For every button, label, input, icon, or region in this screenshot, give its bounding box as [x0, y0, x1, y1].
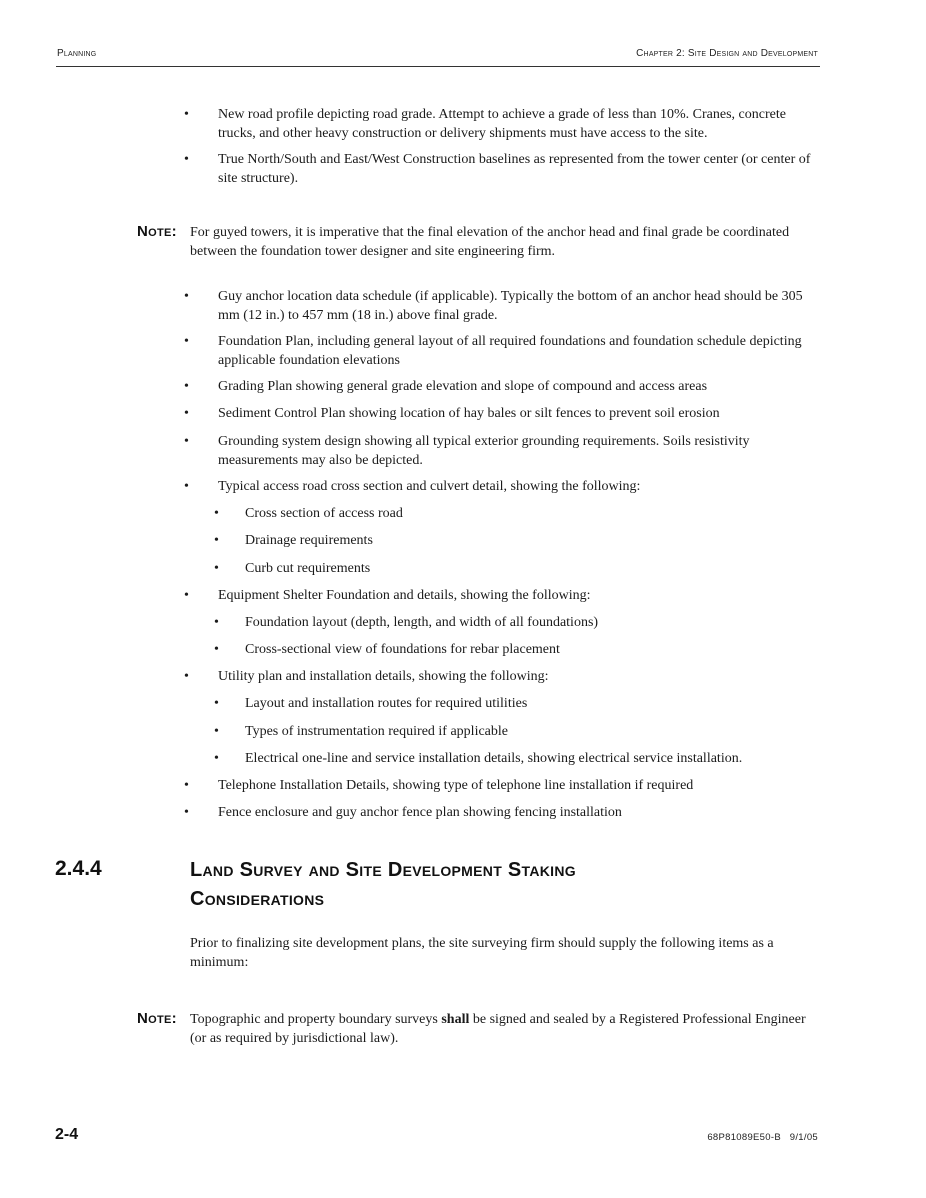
sub-list-item: • Electrical one-line and service installation details, showing electrical service installation.	[214, 750, 814, 769]
doc-date: 9/1/05	[789, 1132, 818, 1143]
doc-id: 68P81089E50-B	[707, 1132, 781, 1143]
section-intro: Prior to finalizing site development plans, the site surveying firm should supply the following items as a minimum:	[190, 936, 774, 970]
running-header-left: Planning	[57, 48, 97, 59]
list-item: • Guy anchor location data schedule (if applicable). Typically the bottom of an anchor head should be 305 mm (12 in.) to 457 mm (18 in.) above final grade.	[188, 288, 818, 325]
list-item: • Fence enclosure and guy anchor fence plan showing fencing installation	[188, 804, 818, 823]
section-title	[190, 856, 790, 914]
list-item: • Equipment Shelter Foundation and details, showing the following:	[188, 587, 818, 606]
emphasis-shall: shall	[441, 1012, 470, 1027]
note-label: Note:	[137, 223, 177, 240]
sub-list-item: • Foundation layout (depth, length, and width of all foundations)	[214, 614, 814, 633]
sub-list-item: • Cross section of access road	[214, 505, 814, 524]
note-text: Topographic and property boundary surveys shall be signed and sealed by a Registered Professional Engineer (or as required by jurisdictional law).	[190, 1012, 806, 1046]
note-text: For guyed towers, it is imperative that the final elevation of the anchor head and final grade be coordinated between the foundation tower designer and site engineering firm.	[190, 225, 790, 259]
sub-list-item: • Drainage requirements	[214, 532, 814, 551]
section-title-line1: Land Survey and Site Development Staking	[190, 859, 576, 881]
list-item: • True North/South and East/West Construction baselines as represented from the tower center (or center of site structure).	[188, 151, 818, 188]
list-item: • Grounding system design showing all typical exterior grounding requirements. Soils resistivity measurements may also be depicted.	[188, 433, 818, 470]
running-header-right: Chapter 2: Site Design and Development	[636, 48, 818, 59]
sub-list-item: • Layout and installation routes for required utilities	[214, 695, 814, 714]
section-title-line2: Considerations	[190, 888, 325, 910]
header-rule	[56, 66, 820, 67]
section-number: 2.4.4	[55, 857, 102, 880]
page-number: 2-4	[55, 1126, 79, 1143]
list-item: • Typical access road cross section and culvert detail, showing the following:	[188, 478, 818, 497]
sub-list-item: • Cross-sectional view of foundations for rebar placement	[214, 641, 814, 660]
list-item: • New road profile depicting road grade. Attempt to achieve a grade of less than 10%. Cranes, concrete trucks, and other heavy construction or delivery shipments must have access to the site.	[188, 106, 818, 143]
list-item: • Telephone Installation Details, showing type of telephone line installation if required	[188, 777, 818, 796]
list-item: • Sediment Control Plan showing location of hay bales or silt fences to prevent soil erosion	[188, 405, 818, 424]
list-item: • Foundation Plan, including general layout of all required foundations and foundation schedule depicting applicable foundation elevations	[188, 333, 818, 370]
sub-list-item: • Types of instrumentation required if applicable	[214, 723, 814, 742]
list-item: • Utility plan and installation details, showing the following:	[188, 668, 818, 687]
list-item: • Grading Plan showing general grade elevation and slope of compound and access areas	[188, 378, 818, 397]
footer-doc-info	[707, 1132, 818, 1143]
note-label: Note:	[137, 1010, 177, 1027]
sub-list-item: • Curb cut requirements	[214, 560, 814, 579]
